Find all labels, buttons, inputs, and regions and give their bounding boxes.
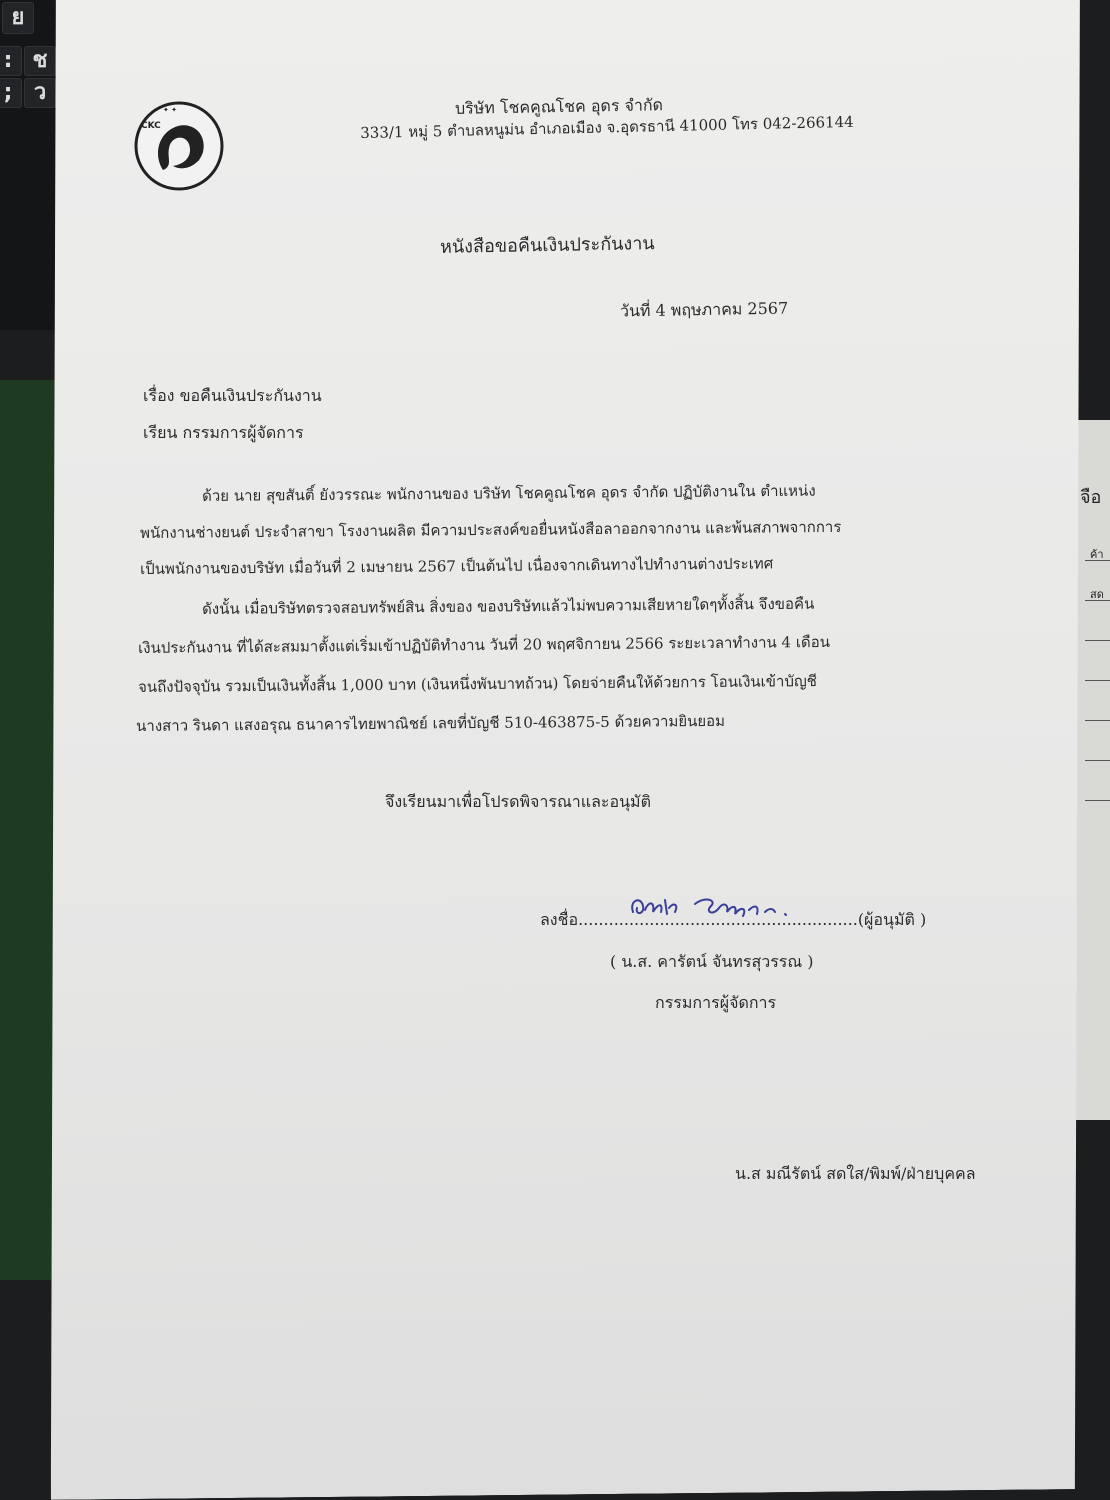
body-line: ด้วย นาย สุขสันติ์ ยังวรรณะ พนักงานของ บริษัท โชคคูณโชค อุดร จำกัด ปฏิบัติงานใน ตำแหน่ง — [202, 481, 816, 505]
body-line: เงินประกันงาน ที่ได้สะสมมาตั้งแต่เริ่มเข้าปฏิบัติทำงาน วันที่ 20 พฤศจิกายน 2566 ระยะเวลาทำงาน 4 เดือน — [138, 632, 831, 657]
letter-subject: เรื่อง ขอคืนเงินประกันงาน — [143, 386, 322, 405]
background-paper-text: ค้า — [1090, 548, 1104, 561]
body-line: นางสาว รินดา แสงอรุณ ธนาคารไทยพาณิชย์ เลขที่บัญชี 510-463875-5 ด้วยความยินยอม — [136, 711, 726, 735]
letter-title: หนังสือขอคืนเงินประกันงาน — [439, 233, 655, 258]
keyboard-key: ; — [0, 78, 22, 108]
signatory-position: กรรมการผู้จัดการ — [655, 993, 777, 1012]
body-line: พนักงานช่างยนต์ ประจำสาขา โรงงานผลิต มีความประสงค์ขอยื่นหนังสือลาออกจากงาน และพ้นสภาพจากการ — [140, 517, 842, 542]
company-name: บริษัท โชคคูณโชค อุดร จำกัด — [454, 95, 664, 118]
keyboard-key: ช — [24, 46, 56, 76]
signature-line: ลงชื่อ.......................................................(ผู้อนุมัติ ) — [540, 910, 927, 929]
typist-footer: น.ส มณีรัตน์ สดใส/พิมพ์/ฝ่ายบุคคล — [735, 1164, 976, 1183]
closing-line: จึงเรียนมาเพื่อโปรดพิจารณาและอนุมัติ — [385, 792, 651, 811]
body-line: ดังนั้น เมื่อบริษัทตรวจสอบทรัพย์สิน สิ่งของ ของบริษัทแล้วไม่พบความเสียหายใดๆทั้งสิ้น จึงขอคืน — [202, 594, 815, 618]
svg-text:✦ ✦: ✦ ✦ — [163, 106, 177, 114]
letter-date: วันที่ 4 พฤษภาคม 2567 — [619, 298, 789, 321]
keyboard-key: ว — [24, 78, 56, 108]
company-logo — [133, 100, 225, 192]
company-address: 333/1 หมู่ 5 ตำบลหนูม่น อำเภอเมือง จ.อุดรธานี 41000 โทร 042-266144 — [360, 112, 854, 142]
signatory-name: ( น.ส. คารัตน์ จันทรสุวรรณ ) — [610, 952, 814, 971]
background-paper-text: จือ — [1080, 487, 1102, 508]
keyboard-key: : — [0, 46, 22, 76]
background-paper-text: สด — [1090, 588, 1104, 601]
letter-recipient: เรียน กรรมการผู้จัดการ — [143, 423, 304, 442]
logo-initials: CKC — [141, 121, 161, 131]
body-line: จนถึงปัจจุบัน รวมเป็นเงินทั้งสิ้น 1,000 บาท (เงินหนึ่งพันบาทถ้วน) โดยจ่ายคืนให้ด้วยการ โอนเงินเข้าบัญชี — [138, 672, 817, 696]
body-line: เป็นพนักงานของบริษัท เมื่อวันที่ 2 เมษายน 2567 เป็นต้นไป เนื่องจากเดินทางไปทำงานต่างประเทศ — [140, 554, 774, 578]
keyboard-key: ย — [2, 2, 34, 34]
